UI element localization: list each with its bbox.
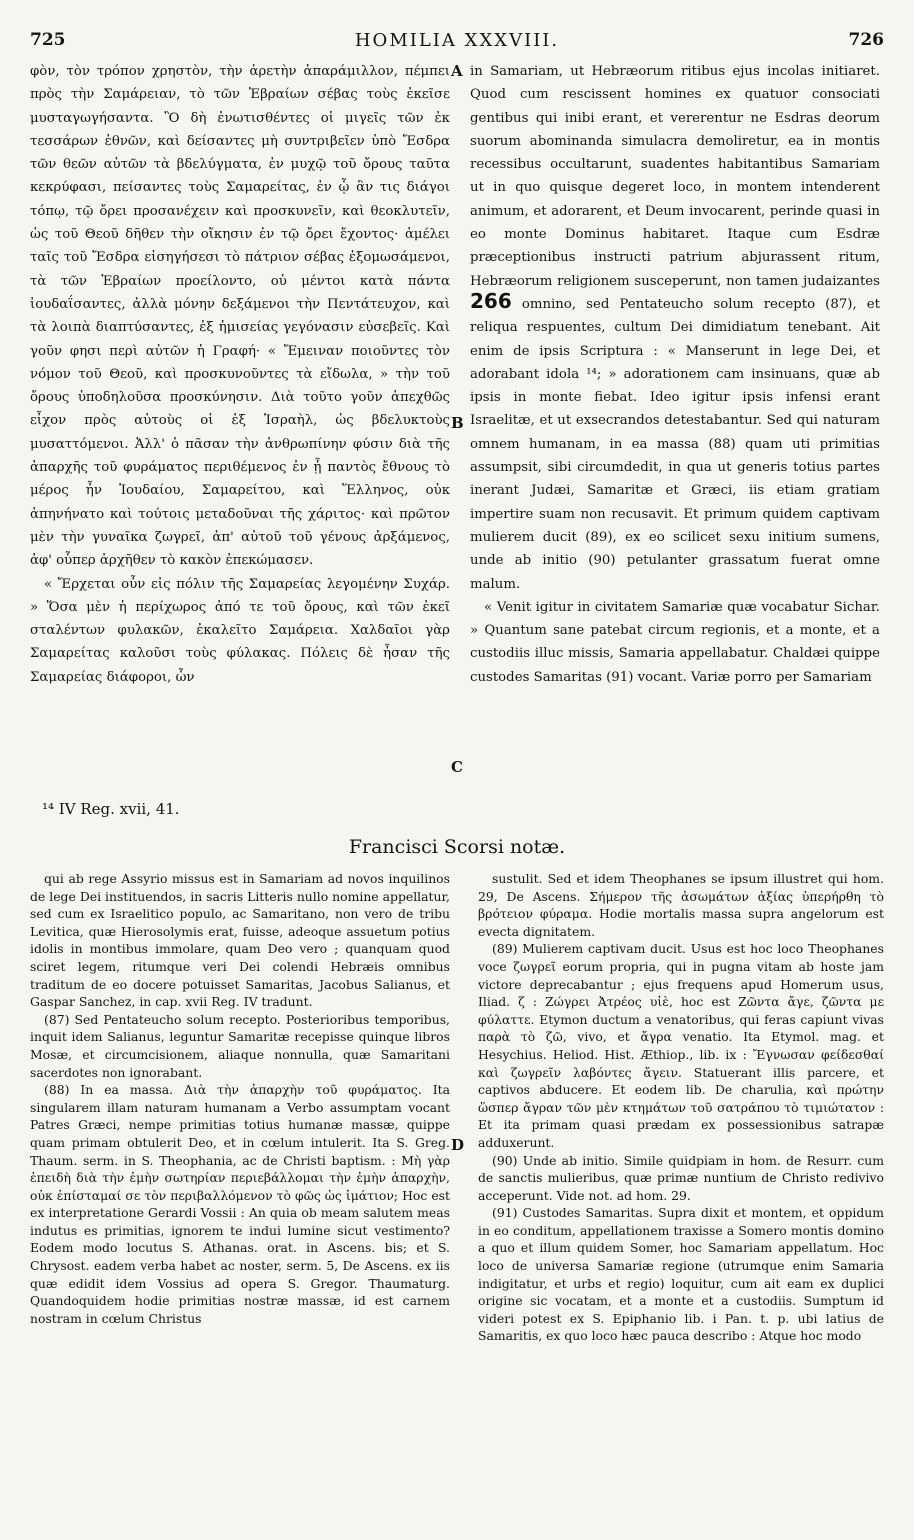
section-marker-b: B xyxy=(451,414,464,432)
section-marker-d: D xyxy=(451,1136,465,1154)
page-number-right: 726 xyxy=(848,30,884,50)
section-marker-a: A xyxy=(451,62,463,80)
column-number: 266 xyxy=(470,288,512,313)
notes-right-column xyxy=(478,870,884,1530)
latin-text-a: in Samariam, ut Hebræorum ritibus ejus incolas initiaret. Quod cum rescissent homines ex quatuor consociati gentibus qui inibi erant, et vererentur ne Esdras deorum suorum abominanda simulacra demoliretur, ea in montis recessibus occultarunt, suadentes habitantibus Samariam ut in quo quisque degeret loco, in montem intenderent animum, et adorarent, et Deum invocarent, perinde quasi in eo monte Dominus habitaret. Itaque cum Esdræ præceptionibus instructi patrium abjurassent ritum, Hebræorum religionem susceperunt, non tamen judaizantes xyxy=(470,64,880,289)
note-paragraph: (88) In ea massa. Διὰ τὴν ἀπαρχὴν τοῦ φυράματος. Ita singularem illam naturam humanam a Verbo assumptam vocant Patres Græci, nempe primitias totius humanæ massæ, quippe quam primam obtulerit Deo, et in cœlum intulerit. Ita S. Greg. Thaum. serm. in S. Theophania, ac de Christi baptism. : Μὴ γὰρ ἐπειδὴ διὰ τὴν ἐμὴν σωτηρίαν περιεβάλλομαι τὴν ἐμὴν ἀπαρχὴν, οὐκ ἐπίσταμαί σε τὸν περιβαλλόμενον τὸ φῶς ὡς ἱμάτιον; Hoc est ex interpretatione Gerardi Vossii : An quia ob meam salutem meas indutus es primitias, ignorem te indui lumine sicut vestimento? Eodem modo locutus S. Athanas. orat. in Ascens. bis; et S. Chrysost. eadem verba habet ac noster, serm. 5, De Ascens. ex iis quæ edidit idem Vossius ad opera S. Gregor. Thaumaturg. Quandoquidem hodie primitias nostræ massæ, id est carnem nostram in cœlum Christus xyxy=(30,1082,450,1326)
latin-text-b: omnino, sed Pentateucho solum recepto (87), et reliqua respuentes, cultum Dei dimidiatum tenebant. Ait enim de ipsis Scriptura : « Manserunt in lege Dei, et adorabant idola ¹⁴; » adorationem cam insinuans, quæ ab ipsis in monte fiebat. Ideo igitur ipsis infensi erant Israelitæ, et ut exsecrandos detestabantur. Sed qui naturam omnem humanam, in ea massa (88) quam uti primitias assumpsit, sibi circumdedit, in qua ut generis totius partes inerant Judæi, Samaritæ et Græci, iis etiam gratiam impertire suam non recusavit. Et primum quidem captivam mulierem ducit (89), ex eo scilicet sexu initium sumens, unde ab initio (90) petulanter grassatum fuerat omne malum. xyxy=(470,296,880,592)
greek-paragraph: « Ἔρχεται οὖν εἰς πόλιν τῆς Σαμαρείας λεγομένην Συχάρ. » Ὅσα μὲν ἡ περίχωρος ἀπό τε τοῦ ὄρους, καὶ τῶν ἐκεῖ σταλέντων φυλακῶν, ἐκαλεῖτο Σαμάρεια. Χαλδαῖοι γὰρ Σαμαρείτας καλοῦσι τοὺς φύλακας. Πόλεις δὲ ἦσαν τῆς Σαμαρείας διάφοροι, ὧν xyxy=(30,576,450,685)
notes-title: Francisci Scorsi notæ. xyxy=(348,836,566,858)
latin-paragraph xyxy=(470,60,880,596)
greek-paragraph: φὸν, τὸν τρόπον χρηστὸν, τὴν ἀρετὴν ἀπαράμιλλον, πέμπει πρὸς τὴν Σαμάρειαν, τὸ τῶν Ἑβραίων σέβας τοὺς ἐκεῖσε μυσταγωγήσαντα. Ὃ δὴ ἐνωτισθέντες οἱ μιγεῖς τῶν ἐκ τεσσάρων ἐθνῶν, καὶ δείσαντες μὴ συντριβεῖεν ὑπὸ Ἔσδρα τῶν θεῶν αὐτῶν τὰ βδελύγματα, ἐν μυχῷ τοῦ ὄρους ταῦτα κεκρύφασι, πείσαντες τοὺς Σαμαρείτας, ἐν ᾧ ἂν τις διάγοι τόπῳ, τῷ ὄρει προσανέχειν καὶ προσκυνεῖν, καὶ θεοκλυτεῖν, ὡς τοῦ Θεοῦ δῆθεν τὴν οἴκησιν ἐν τῷ ὄρει ἔχοντος· ἀμέλει ταῖς τοῦ Ἔσδρα εἰσηγήσεσι τὸ πάτριον σέβας ἐξομωσάμενοι, τὰ τῶν Ἑβραίων προείλοντο, οὐ μέντοι κατὰ πάντα ἰουδαΐσαντες, ἀλλὰ μόνην δεξάμενοι τὴν Πεντάτευχον, καὶ τὰ λοιπὰ διαπτύσαντες, ἐξ ἡμισείας γεγόνασιν εὐσεβεῖς. Καὶ γοῦν φησι περὶ αὐτῶν ἡ Γραφή· « Ἔμειναν ποιοῦντες τὸν νόμον τοῦ Θεοῦ, καὶ προσκυνοῦντες τὰ εἴδωλα, » τὴν τοῦ ὄρους ὑποδηλοῦσα προσκύνησιν. Διὰ τοῦτο γοῦν ἀπεχθῶς εἶχον πρὸς αὐτοὺς οἱ ἐξ Ἰσραὴλ, ὡς βδελυκτοὺς μυσαττόμενοι. Ἀλλ' ὁ πᾶσαν τὴν ἀνθρωπίνην φύσιν διὰ τῆς ἀπαρχῆς τοῦ φυράματος περιθέμενος ἐν ᾗ παντὸς ἔθνους τὸ μέρος ἦν Ἰουδαίου, Σαμαρείτου, καὶ Ἕλληνος, οὐκ ἀπηνήνατο καὶ τούτοις μεταδοῦναι τῆς χάριτος· καὶ πρῶτον μὲν τὴν γυναῖκα ζωγρεῖ, ἀπ' αὐτοῦ τοῦ γένους ἀρξάμενος, ἀφ' οὗπερ ἀρχῆθεν τὸ κακὸν ἐπεκώμασεν. xyxy=(30,64,450,569)
footnote: ¹⁴ IV Reg. xvii, 41. xyxy=(42,800,180,818)
note-paragraph: qui ab rege Assyrio missus est in Samariam ad novos inquilinos de lege Dei instituendos, in sacris Litteris nullo nomine appellatur, sed cum ex Israelitico populo, ac Samaritano, non vero de tribu Levitica, quæ Hierosolymis erat, fuisse, adeoque assuetum potius idolis in montibus immolare, quam Deo vero ; quanquam quod sciret legem, ritumque veri Dei colendi Hebræis omnibus traditum de eo docere potuisset Samaritas, Jacobus Salianus, et Gaspar Sanchez, in cap. xvii Reg. IV tradunt. xyxy=(30,871,450,1010)
note-paragraph: (87) Sed Pentateucho solum recepto. Posterioribus temporibus, inquit idem Salianus, leguntur Samaritæ recepisse quinque libros Mosæ, et circumcisionem, aliaque nonnulla, quæ Samaritani sacerdotes non ignorabant. xyxy=(30,1011,450,1080)
latin-column xyxy=(470,60,880,772)
greek-column xyxy=(30,60,450,772)
running-title: HOMILIA XXXVIII. xyxy=(354,30,560,51)
note-paragraph: (89) Mulierem captivam ducit. Usus est hoc loco Theophanes voce ζωγρεῖ eorum propria, qui in pugna vitam ab hoste jam victore deprecabantur ; ejus frequens apud Homerum usus, Iliad. ζ : Ζώγρει Ἀτρέος υἱὲ, hoc est Ζῶντα ἄγε, ζῶντα με φύλαττε. Etymon ductum a venatoribus, qui feras capiunt vivas παρὰ τὸ ζῶ, vivo, et ἄγρα venatio. Ita Etymol. mag. et Hesychius. Heliod. Hist. Æthiop., lib. ix : Ἔγνωσαν φείδεσθαί καὶ ζωγρεῖν λαβόντες ἄγειν. Statuerant illis parcere, et captivos abducere. Et eodem lib. De charulia, καὶ πρώτην ὥσπερ ἄγραν τῶν μὲν κτημάτων τοῦ σατράπου τὸ τιμιώτατον : Et ita primam quasi prædam ex possessionibus satrapæ adduxerunt. xyxy=(478,941,884,1150)
note-paragraph: sustulit. Sed et idem Theophanes se ipsum illustret qui hom. 29, De Ascens. Σήμερον τῆς ἀσωμάτων ἀξίας ὑπερήρθη τὸ βρότειον φύραμα. Hodie mortalis massa supra angelorum est evecta dignitatem. xyxy=(478,871,884,939)
note-paragraph: (91) Custodes Samaritas. Supra dixit et montem, et oppidum in eo conditum, appellationem traxisse a Somero montis domino a quo et illum quidem Somer, hoc Samariam appellatum. Hoc loco de universa Samariæ regione (utrumque enim Samaria indigitatur, et urbs et regio) loquitur, cum ait eam ex duplici origine sic vocatam, et a monte et a custodiis. Sumptum id videri potest ex S. Epiphanio lib. i Pan. t. p. ubi latius de Samaritis, ex quo loco hæc pauca describo : Atque hoc modo xyxy=(478,1205,884,1344)
latin-paragraph: « Venit igitur in civitatem Samariæ quæ vocabatur Sichar. » Quantum sane patebat circum regionis, et a monte, et a custodiis illuc missis, Samaria appellabatur. Chaldæi quippe custodes Samaritas (91) vocant. Variæ porro per Samariam xyxy=(470,599,880,685)
section-marker-c: C xyxy=(451,758,463,776)
note-paragraph: (90) Unde ab initio. Simile quidpiam in hom. de Resurr. cum de sanctis mulieribus, quæ primæ nuntium de Christo redivivo acceperunt. Vide not. ad hom. 29. xyxy=(478,1152,884,1203)
page-number-left: 725 xyxy=(30,30,66,50)
notes-left-column xyxy=(30,870,450,1530)
page-header xyxy=(30,30,884,56)
